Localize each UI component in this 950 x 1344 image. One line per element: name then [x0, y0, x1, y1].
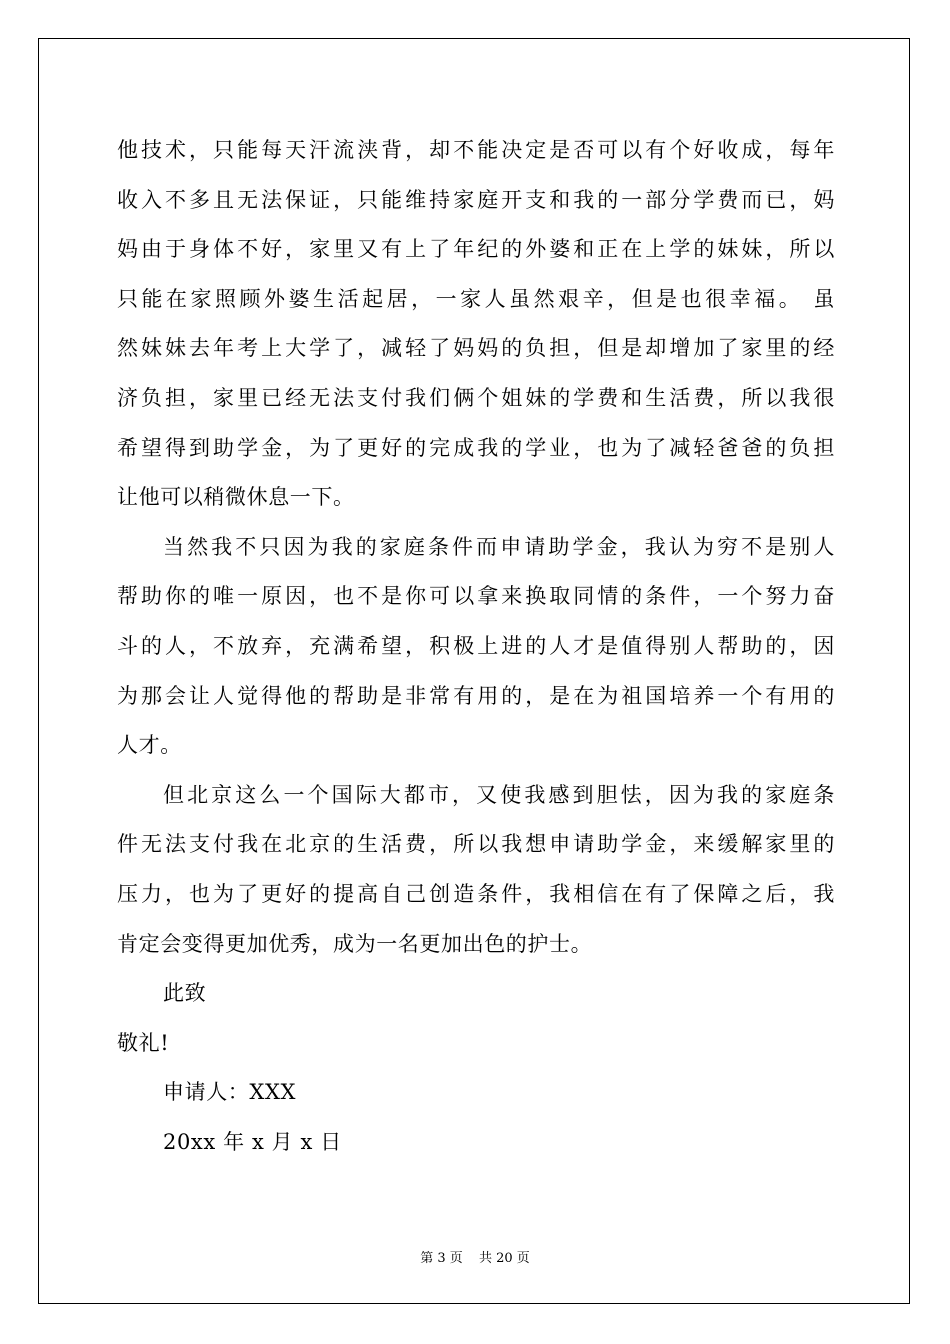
body-line: 肯定会变得更加优秀，成为一名更加出色的护士。: [117, 931, 593, 956]
body-line: 帮助你的唯一原因，也不是你可以拿来换取同情的条件，一个努力奋: [117, 584, 835, 609]
body-line: 收入不多且无法保证，只能维持家庭开支和我的一部分学费而已，妈: [117, 187, 835, 212]
page-footer: [0, 1247, 950, 1266]
body-line: 让他可以稍微休息一下。: [117, 485, 355, 510]
applicant-signature: 申请人：XXX: [163, 1080, 297, 1105]
page-total: 共 20 页: [478, 1251, 530, 1266]
body-line: 济负担，家里已经无法支付我们俩个姐妹的学费和生活费，所以我很: [117, 385, 835, 410]
body-line: 希望得到助学金，为了更好的完成我的学业，也为了减轻爸爸的负担: [117, 435, 835, 460]
body-line: 然妹妹去年考上大学了，减轻了妈妈的负担，但是却增加了家里的经: [117, 336, 835, 361]
body-line: 他技术，只能每天汗流浃背，却不能决定是否可以有个好收成，每年: [117, 138, 835, 162]
body-line: 但北京这么一个国际大都市，又使我感到胆怯，因为我的家庭条: [163, 782, 835, 807]
body-line: 件无法支付我在北京的生活费，所以我想申请助学金，来缓解家里的: [117, 832, 835, 857]
page-number: 第 3 页: [420, 1251, 463, 1266]
letter-body: [117, 126, 835, 1167]
body-line: 人才。: [117, 733, 182, 758]
body-line: 妈由于身体不好，家里又有上了年纪的外婆和正在上学的妹妹，所以: [117, 237, 835, 262]
closing-salutation: 此致: [163, 981, 207, 1006]
closing-regards: 敬礼!: [117, 1030, 170, 1055]
body-line: 为那会让人觉得他的帮助是非常有用的，是在为祖国培养一个有用的: [117, 683, 835, 708]
letter-date: 20xx 年 x 月 x 日: [163, 1129, 342, 1154]
body-line: 当然我不只因为我的家庭条件而申请助学金，我认为穷不是别人: [163, 534, 835, 559]
body-line: 只能在家照顾外婆生活起居，一家人虽然艰辛，但是也很幸福。 虽: [117, 286, 835, 311]
body-line: 压力，也为了更好的提高自己创造条件，我相信在有了保障之后，我: [117, 881, 835, 906]
body-line: 斗的人，不放弃，充满希望，积极上进的人才是值得别人帮助的，因: [117, 633, 835, 658]
